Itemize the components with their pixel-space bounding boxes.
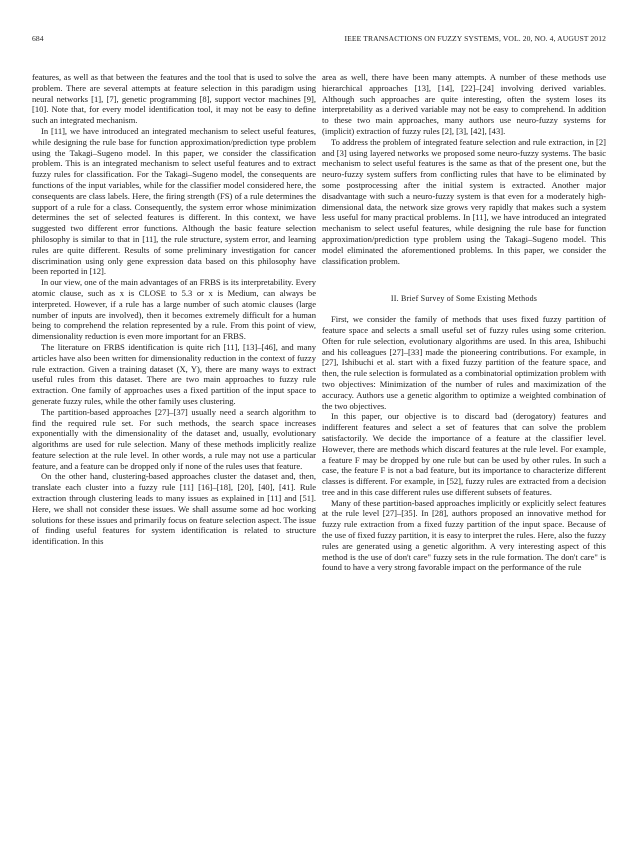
paragraph: Many of these partition-based approaches implicitly or explicitly select features at the rule level [27]–[35]. In [28], authors proposed an innovative method for fuzzy rule extraction from a fixed fuzzy partition of the input space. Because of the use of fixed fuzzy partition, it is easy to interpret the rules. Here, also the fuzzy rules are generated using a genetic algorithm. A very interesting aspect of this method is the use of don't care" fuzzy sets in the rule formation. The don't care" is found to have a very strong favorable impact on the performance of the rule bbox=[322, 497, 606, 573]
page-number: 684 bbox=[32, 34, 44, 43]
paragraph: The literature on FRBS identification is quite rich [11], [13]–[46], and many articles have also been written for dimensionality reduction in the context of fuzzy rule extraction. Given a training dataset (X, Y), there are many ways to extract useful rules from this dataset. There are two main approaches to fuzzy rule extraction. One family of approaches uses a fixed partition of the input space to generate fuzzy rules, while the other family uses clustering. bbox=[32, 341, 316, 406]
paragraph: The partition-based approaches [27]–[37] usually need a search algorithm to find the required rule set. For such methods, the search space increases exponentially with the dimensionality of the dataset and, usually, evolutionary algorithms are used for rule selection. Many of these methods implicitly realize feature selection at the rule level. In other words, a rule may not use a particular feature, and a feature can be dropped only if none of the rules uses that feature. bbox=[32, 406, 316, 471]
journal-title: IEEE TRANSACTIONS ON FUZZY SYSTEMS, VOL. 20, NO. 4, AUGUST 2012 bbox=[344, 34, 606, 43]
section-heading: II. Brief Survey of Some Existing Methods bbox=[390, 294, 538, 304]
paragraph: In our view, one of the main advantages of an FRBS is its interpretability. Every atomic clause, such as x is CLOSE to 5.3 or x is Medium, can always be interpreted. However, if a rule has a large number of such atomic clauses (large number of inputs are involved), then it becomes extremely difficult for a human being to comprehend the relation represented by a rule. From this point of view, dimensionality reduction is even more important for an FRBS. bbox=[32, 277, 316, 342]
right-column bbox=[322, 72, 606, 573]
paragraph: In [11], we have introduced an integrated mechanism to select useful features, while designing the rule base for function approximation/prediction type problem using the Takagi–Sugeno model. In this paper, we consider the classification problem. This is an integrated mechanism to select useful features and to extract fuzzy rules for classification. For the Takagi–Sugeno model, the consequents are functions of the input variables, while for the classifier model considered here, the consequents are class labels. Here, the firing strength (FS) of a rule determines the support of a rule for a class. Consequently, the system error whose minimization determines the set of selected features is different. In this context, we have suggested two different error functions. Although the basic feature selection philosophy is similar to that in [11], the rule structure, system error, and learning rules are quite different. Results of some preliminary investigation for cancer discrimination using only gene expression data based on this philosophy have been reported in [12]. bbox=[32, 125, 316, 277]
paragraph: First, we consider the family of methods that uses fixed fuzzy partition of feature space and selects a small useful set of fuzzy rules using some criterion. Often for rule selection, evolutionary algorithms are used. In this area, Ishibuchi and his colleagues [27]–[33] made the pioneering contributions. For example, in [27], Ishibuchi et al. start with a fixed fuzzy partition of the feature space, and then, the rule selection is formulated as a combinatorial optimization problem with two objectives: Minimization of the number of rules and maximization of the accuracy. Authors use a genetic algorithm to optimize a weighted combination of the two objectives. bbox=[322, 314, 606, 411]
paragraph: To address the problem of integrated feature selection and rule extraction, in [2] and [3] using layered networks we proposed some neuro-fuzzy systems. The basic mechanism to select useful features is the same as that of the present one, but the neuro-fuzzy system suffers from conflicting rules that have to be eliminated by some postprocessing after the initial system is extracted. Another major disadvantage with such a neuro-fuzzy system is that even for a moderately high-dimensional data, the network size grows very rapidly that makes such a system less useful for many practical problems. In [11], we have introduced an integrated mechanism to select useful features, while designing the rule base for function approximation/prediction type problem using the Takagi–Sugeno model. This model eliminated the aforementioned problems. In this paper, we consider the classification problem. bbox=[322, 136, 606, 266]
paragraph: area as well, there have been many attempts. A number of these methods use hierarchical approaches [13], [14], [22]–[24] involving derived variables. Although such approaches are quite interesting, often the system loses its interpretability as a derived variable may not be easy to comprehend. In addition to these two main approaches, many authors use neuro-fuzzy systems for (implicit) extraction of fuzzy rules [2], [3], [42], [43]. bbox=[322, 72, 606, 136]
paragraph: features, as well as that between the features and the tool that is used to solve the problem. There are several attempts at feature selection in this paradigm using neural networks [1], [7], genetic programming [8], support vector machines [9], [10]. Note that, for every model identification tool, it may not be easy to define such an integrated mechanism. bbox=[32, 72, 316, 126]
left-column bbox=[32, 72, 316, 547]
paragraph: On the other hand, clustering-based approaches cluster the dataset and, then, translate each cluster into a fuzzy rule [11] [16]–[18], [20], [40], [41]. Rule extraction through clustering leads to many issues as explained in [11] and [51]. Here, we shall not consider these issues. We shall assume some ad hoc working solutions for these issues and primarily focus on feature selection aspect. The issue of finding useful features for system identification is related to structure identification. In this bbox=[32, 471, 316, 547]
page-header bbox=[32, 34, 606, 46]
paragraph: In this paper, our objective is to discard bad (derogatory) features and indifferent features and select a set of features that can solve the problem satisfactorily. We decide the importance of a feature at the classifier level. However, there are methods which discard features at the rule level. For example, a feature F may be dropped by one rule but can be used by other rules. In such a case, the feature F is not a bad feature, but its importance to characterize different classes is different. For example, in [52], fuzzy rules are extracted from a decision tree and in this case different rules use different subsets of features. bbox=[322, 411, 606, 497]
